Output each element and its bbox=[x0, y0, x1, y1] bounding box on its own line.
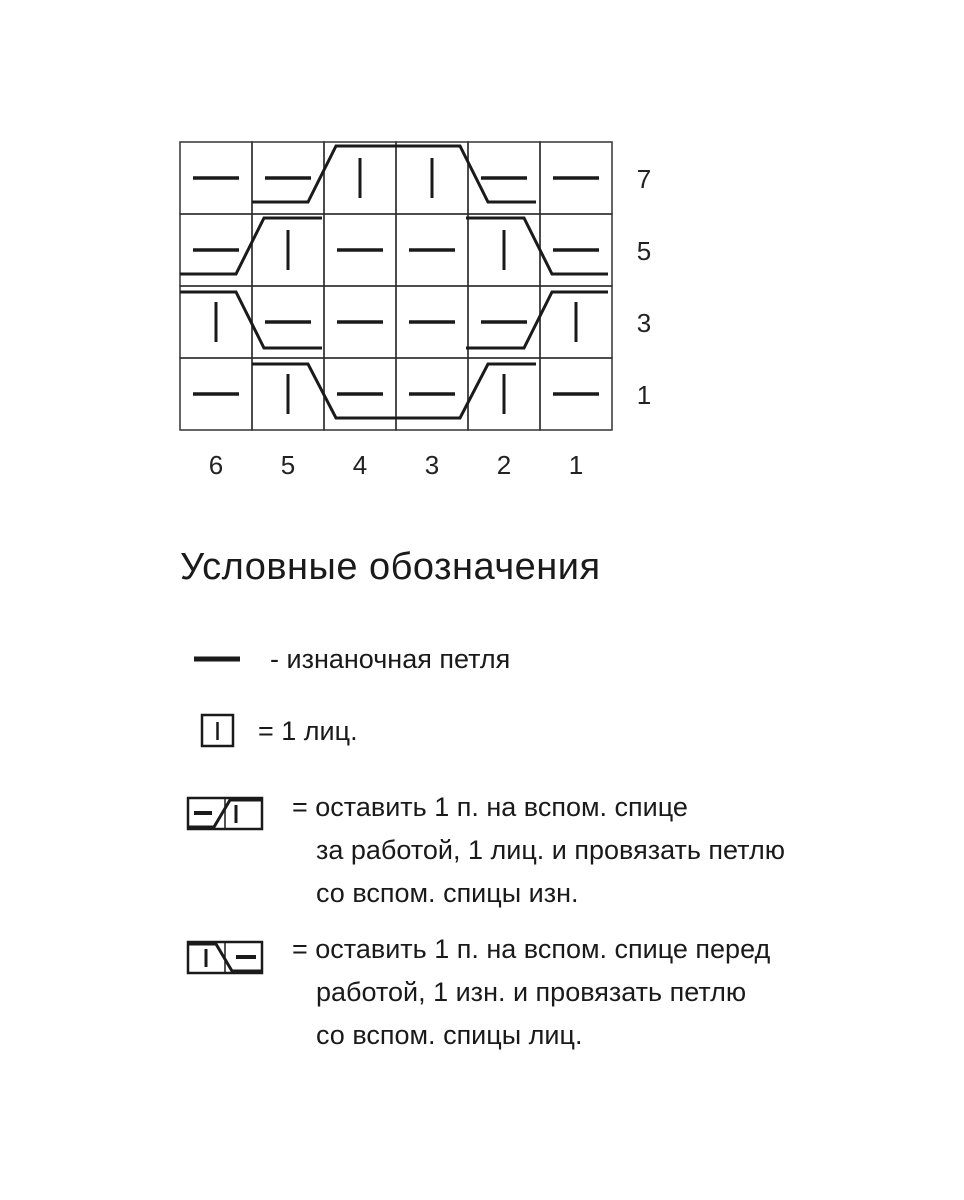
row-number-label: 7 bbox=[636, 164, 652, 194]
cable-cross-front-icon bbox=[186, 940, 264, 976]
knitting-chart bbox=[0, 0, 964, 500]
legend-cross-front-line-1: = оставить 1 п. на вспом. спице перед bbox=[292, 934, 771, 964]
legend-cross-back-line-1: = оставить 1 п. на вспом. спице bbox=[292, 792, 688, 822]
column-number-label: 3 bbox=[424, 450, 440, 480]
legend-cross-back-line-3: со вспом. спицы изн. bbox=[316, 878, 579, 908]
legend-cross-front-line-2: работой, 1 изн. и провязать петлю bbox=[316, 977, 747, 1007]
legend-purl-text bbox=[270, 638, 510, 681]
column-number-label: 5 bbox=[280, 450, 296, 480]
column-number-label: 2 bbox=[496, 450, 512, 480]
purl-symbol-icon bbox=[192, 652, 242, 666]
column-number-label: 1 bbox=[568, 450, 584, 480]
row-number-label: 5 bbox=[636, 236, 652, 266]
column-number-label: 6 bbox=[208, 450, 224, 480]
legend-knit-line: = 1 лиц. bbox=[258, 716, 358, 746]
legend-title: Условные обозначения bbox=[180, 546, 601, 588]
legend-cross-back-text bbox=[292, 786, 785, 915]
legend-cross-front-line-3: со вспом. спицы лиц. bbox=[316, 1020, 583, 1050]
cable-lines bbox=[180, 146, 608, 418]
knit-symbol-icon bbox=[200, 713, 236, 749]
row-number-label: 3 bbox=[636, 308, 652, 338]
legend-knit-text bbox=[258, 710, 358, 753]
column-number-label: 4 bbox=[352, 450, 368, 480]
legend-purl-line: - изнаночная петля bbox=[270, 644, 511, 674]
chart-grid bbox=[180, 142, 612, 430]
cable-cross-back-icon bbox=[186, 796, 264, 832]
row-number-label: 1 bbox=[636, 380, 652, 410]
legend-cross-back-line-2: за работой, 1 лиц. и провязать петлю bbox=[316, 835, 785, 865]
legend-cross-front-text bbox=[292, 928, 770, 1057]
